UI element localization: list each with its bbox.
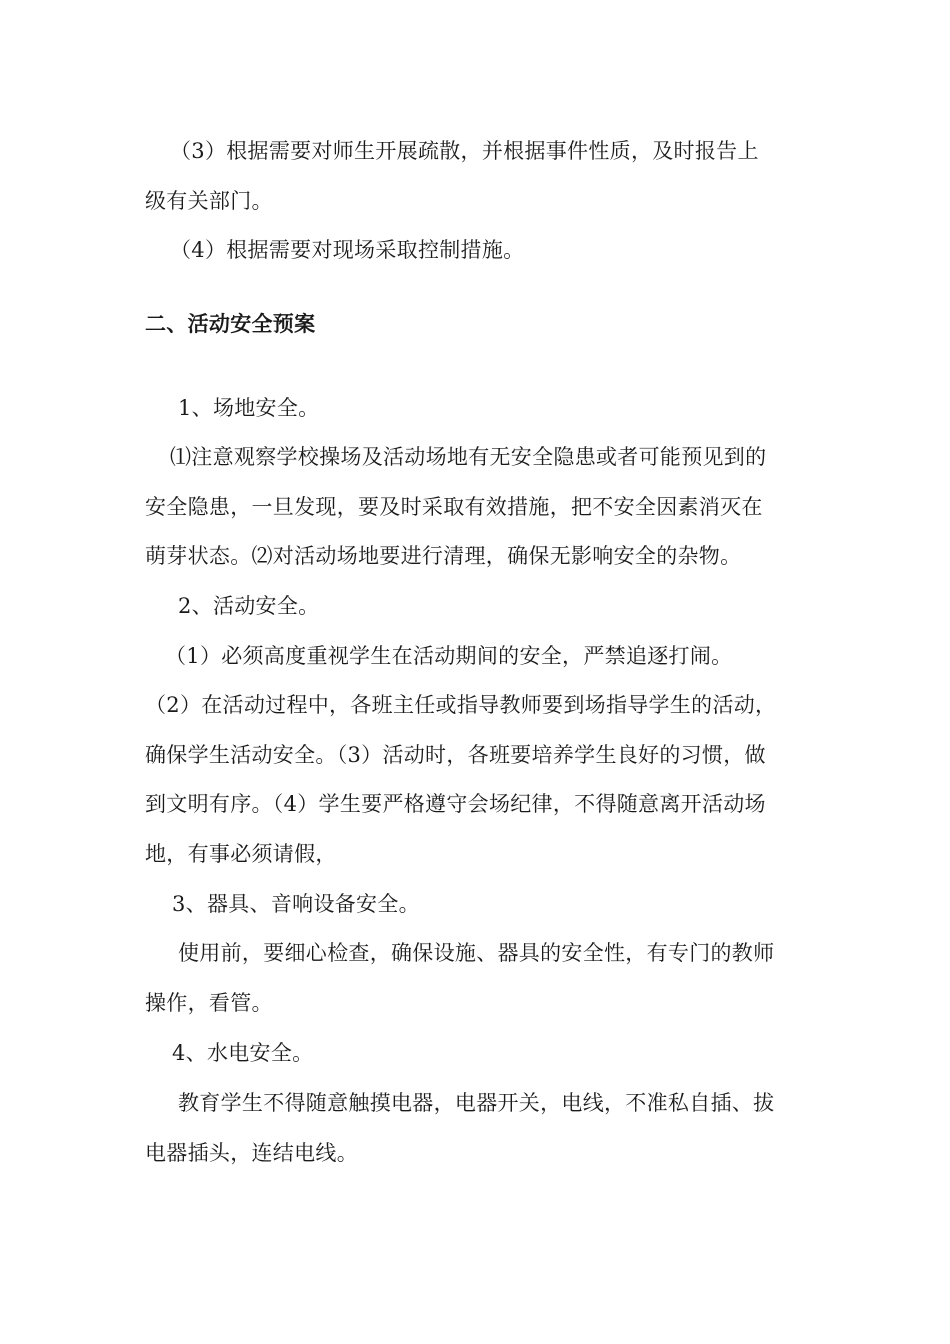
section-heading: 二、活动安全预案 [145, 312, 316, 336]
paragraph-line: ⑴注意观察学校操场及活动场地有无安全隐患或者可能预见到的 [170, 445, 767, 469]
paragraph-line: （4）根据需要对现场采取控制措施。 [170, 238, 525, 262]
subsection-title: 2、活动安全。 [178, 594, 320, 618]
paragraph-line: 确保学生活动安全。（3）活动时，各班要培养学生良好的习惯，做 [145, 743, 766, 767]
paragraph-line: 电器插头，连结电线。 [145, 1141, 358, 1165]
paragraph-line: 安全隐患，一旦发现，要及时采取有效措施，把不安全因素消灭在 [145, 495, 763, 519]
paragraph-line: 教育学生不得随意触摸电器，电器开关，电线，不准私自插、拔 [178, 1091, 775, 1115]
paragraph-line: （1）必须高度重视学生在活动期间的安全，严禁追逐打闹。 [165, 644, 733, 668]
subsection-title: 1、场地安全。 [178, 396, 320, 420]
paragraph-line: 操作，看管。 [145, 991, 273, 1015]
subsection-title: 4、水电安全。 [172, 1041, 314, 1065]
paragraph-line: 到文明有序。（4）学生要严格遵守会场纪律，不得随意离开活动场 [145, 792, 766, 816]
paragraph-line: 使用前，要细心检查，确保设施、器具的安全性，有专门的教师 [178, 941, 775, 965]
paragraph-line: （2）在活动过程中，各班主任或指导教师要到场指导学生的活动， [145, 693, 777, 717]
paragraph-line: 地，有事必须请假， [145, 842, 337, 866]
subsection-title: 3、器具、音响设备安全。 [172, 892, 420, 916]
paragraph-line: 级有关部门。 [145, 189, 273, 213]
paragraph-line: 萌芽状态。⑵对活动场地要进行清理，确保无影响安全的杂物。 [145, 544, 742, 568]
paragraph-line: （3）根据需要对师生开展疏散，并根据事件性质，及时报告上 [170, 139, 759, 163]
